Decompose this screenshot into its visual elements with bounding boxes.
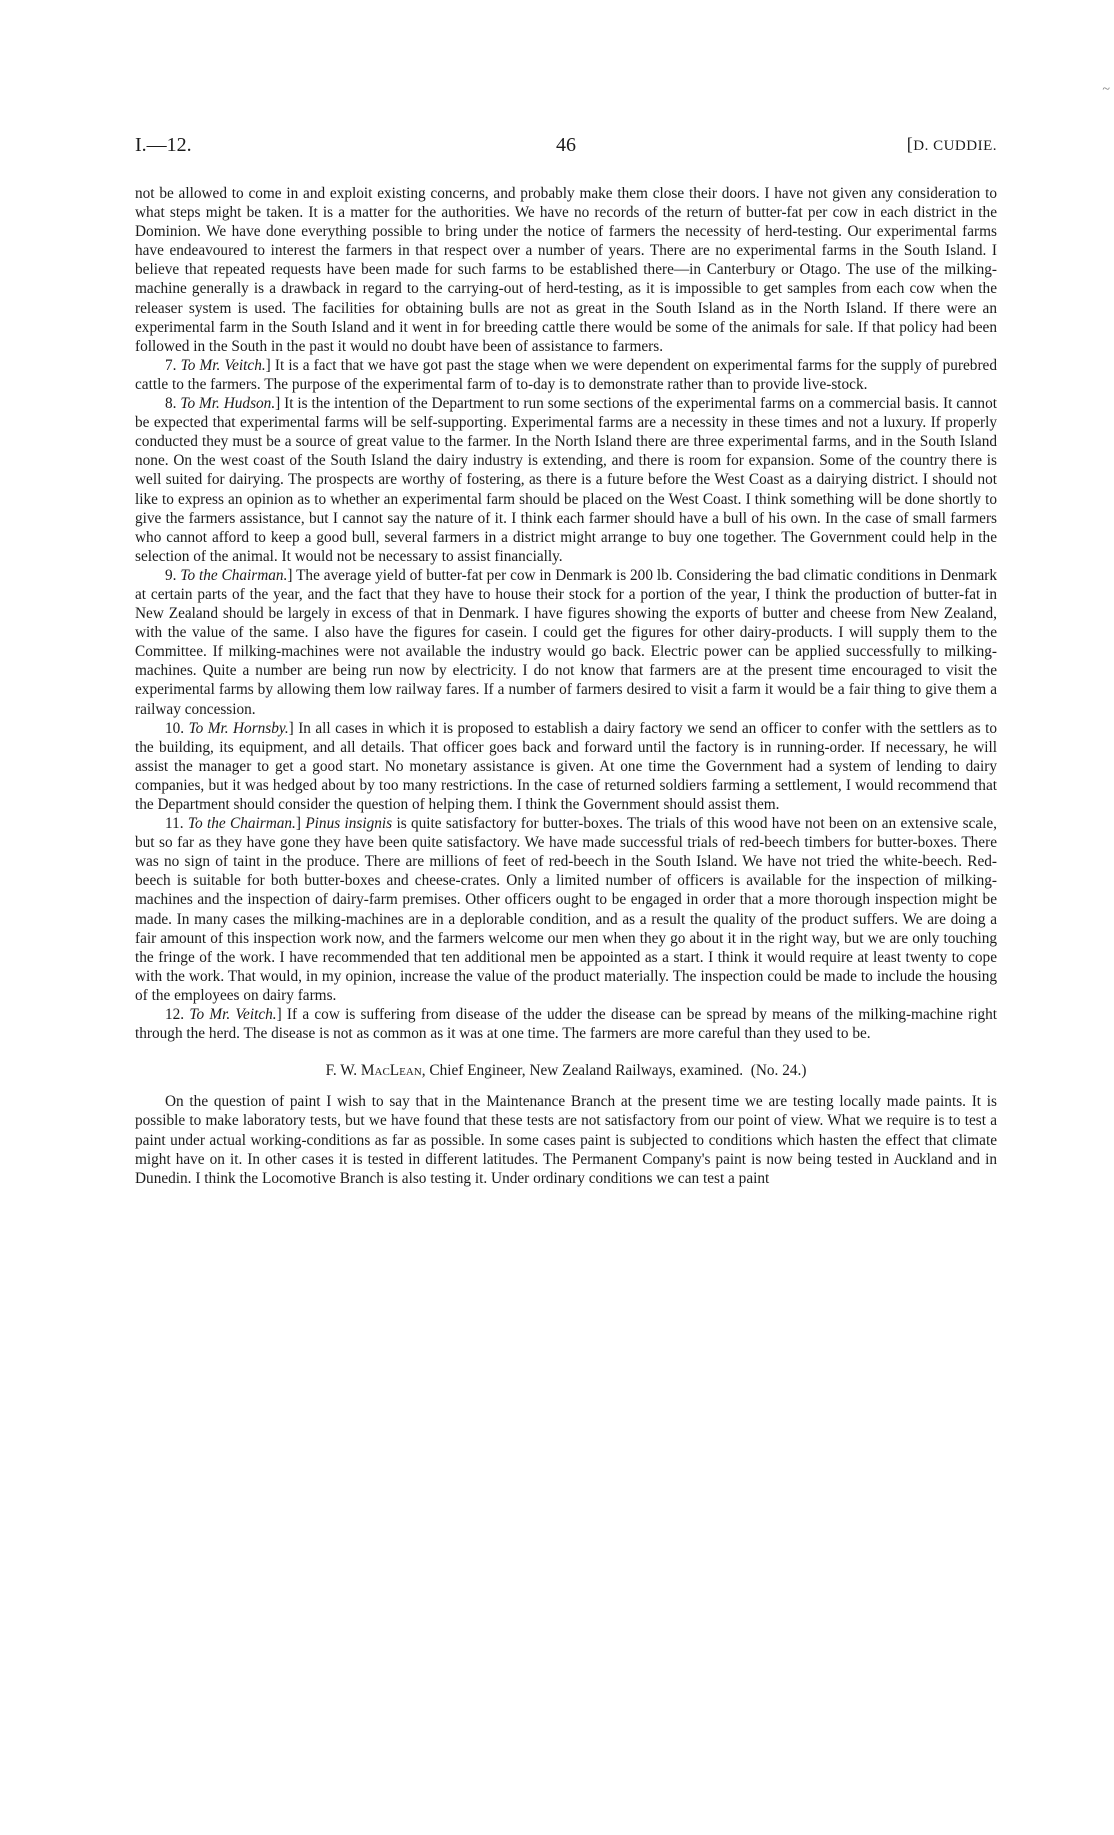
paragraph-text: ] It is the intention of the Department to run some sections of the experimental farms on a commercial basis. It cannot be expected that experimental farms will be self-supporting. Experimental farms are a necessity in these times and not a luxury. If properly conducted they must be a source of great value to the farmer. In the North Island there are three experimental farms, and in the South Island none. On the west coast of the South Island the dairy industry is extending, and there is room for expansion. Some of the country there is well suited for dairying. The prospects are worthy of fostering, as there is a future before the West Coast as a dairying district. I should not like to express an opinion as to whether an experimental farm should be placed on the West Coast. I think something will be done shortly to give the farmers assistance, but I cannot say the nature of it. I think each farmer should have a bull of his own. In the case of small farmers who cannot afford to keep a good bull, several farmers in a district might arrange to buy one together. The Government could help in the selection of the animal. It would not be necessary to assist financially. bbox=[135, 395, 997, 565]
paragraph-number: 8. bbox=[165, 395, 177, 413]
witness-name: D. CUDDIE. bbox=[913, 138, 997, 154]
section-heading bbox=[135, 1061, 997, 1080]
paragraph-number: 7. bbox=[165, 356, 177, 374]
paragraph-7 bbox=[135, 356, 997, 394]
addressee: To Mr. Hornsby. bbox=[188, 719, 289, 737]
paragraph-paint: On the question of paint I wish to say that in the Maintenance Branch at the present time we are testing locally made paints. It is possible to make laboratory tests, but we have found that these tests are not satisfactory from our point of view. What we require is to test a paint under actual working-conditions as far as possible. In some cases paint is subjected to conditions which hasten the effect that climate might have on it. In other cases it is tested in different latitudes. The Permanent Company's paint is now being tested in Auckland and in Dunedin. I think the Locomotive Branch is also testing it. Under ordinary conditions we can test a paint bbox=[135, 1093, 997, 1187]
body-text-2 bbox=[135, 1092, 997, 1187]
addressee: To Mr. Veitch. bbox=[180, 356, 266, 374]
paragraph-text: ] It is a fact that we have got past the stage when we were dependent on experimental farms for the supply of purebred cattle to the farmers. The purpose of the experimental farm of to-day is to demonstrate rather than to provide live-stock. bbox=[135, 356, 997, 393]
paragraph-text: is quite satisfactory for butter-boxes. The trials of this wood have not been on an extensive scale, but so far as they have gone they have been quite satisfactory. We have made successful trials of red-beech timbers for butter-boxes. There was no sign of taint in the produce. There are millions of feet of red-beech in the South Island. We have not tried the white-beech. Red-beech is suitable for both butter-boxes and cheese-crates. Only a limited number of officers is available for the inspection of milking-machines and the inspection of dairy-farm premises. Other officers ought to be engaged in order that a more thorough inspection might be made. In many cases the milking-machines are in a deplorable condition, and as a result the quality of the product suffers. We are doing a fair amount of this inspection work now, and the farmers welcome our men when they go about it in the right way, but we are only touching the fringe of the work. I have recommended that ten additional men be appointed as a start. I think it would require at least twenty to cope with the work. That would, in my opinion, increase the value of the product materially. The inspection could be made to include the housing of the employees on dairy farms. bbox=[135, 815, 998, 1004]
paragraph-12 bbox=[135, 1005, 997, 1043]
species-name: Pinus insignis bbox=[305, 815, 393, 833]
paragraph-9 bbox=[135, 566, 997, 719]
paragraph-continued: not be allowed to come in and exploit existing concerns, and probably make them close their doors. I have not given any consideration to what steps might be taken. It is a matter for the authorities. We have no records of the return of butter-fat per cow in each district in the Dominion. We have done everything possible to bring under the notice of farmers the necessity of herd-testing. Our experimental farms have endeavoured to interest the farmers in that respect over a number of years. There are no experimental farms in the South Island. I believe that repeated requests have been made for such farms to be established there—in Canterbury or Otago. The use of the milking-machine generally is a drawback in regard to the carrying-out of herd-testing, as it is impossible to get samples from each cow when the releaser system is used. The facilities for obtaining bulls are not as great in the South Island as in the North Island. If there were an experimental farm in the South Island and it went in for breeding cattle there would be some of the animals for sale. If that policy had been followed in the South in the past it would no doubt have been of assistance to farmers. bbox=[135, 185, 997, 355]
addressee: To the Chairman. bbox=[180, 566, 288, 584]
paragraph-8 bbox=[135, 394, 997, 566]
paragraph-text: ] The average yield of butter-fat per cow in Denmark is 200 lb. Considering the bad climatic conditions in Denmark at certain parts of the year, and the fact that they have to house their stock for a portion of the year, I think the production of butter-fat in New Zealand should be largely in excess of that in Denmark. I have figures showing the exports of butter and cheese from New Zealand, with the value of the same. I also have the figures for casein. I could get the figures for other dairy-products. I will supply them to the Committee. If milking-machines were not available the industry would go back. Electric power can be applied successfully to milking-machines. Quite a number are being run now by electricity. I do not know that farmers are at the present time encouraged to visit the experimental farms by allowing them low railway fares. If a number of farmers desired to visit a farm it would be a fair thing to give them a railway concession. bbox=[135, 566, 997, 718]
addressee: To the Chairman. bbox=[187, 815, 296, 833]
document-reference: I.—12. bbox=[135, 134, 192, 156]
paragraph-text: ] In all cases in which it is proposed to establish a dairy factory we send an officer to confer with the settlers as to the building, its equipment, and all details. That officer goes back and forward until the factory is in running-order. If necessary, he will assist the manager to get a good start. No monetary assistance is given. At one time the Government had a system of lending to dairy companies, but it was hedged about by too many restrictions. In the case of returned soldiers farming a settlement, I would recommend that the Department should consider the question of helping them. I think the Government should assist them. bbox=[135, 719, 997, 813]
paragraph-number: 12. bbox=[165, 1006, 185, 1024]
witness-title: , Chief Engineer, New Zealand Railways, examined. bbox=[421, 1062, 744, 1080]
paragraph-11: 11. To the Chairman.] Pinus insignis is quite satisfactory for butter-boxes. The trials of this wood have not been on an extensive scale, but so far as they have gone they have been quite satisfactory. We have made successful trials of red-beech timbers for butter-boxes. There was no sign of taint in the produce. There are millions of feet of red-beech in the South Island. We have not tried the white-beech. Red-beech is suitable for both butter-boxes and cheese-crates. Only a limited number of officers is available for the inspection of milking-machines and the inspection of dairy-farm premises. Other officers ought to be engaged in order that a more thorough inspection might be made. In many cases the milking-machines are in a deplorable condition, and as a result the quality of the product suffers. We are doing a fair amount of this inspection work now, and the farmers welcome our men when they go about it in the right way, but we are only touching the fringe of the work. I have recommended that ten additional men be appointed as a start. I think it would require at least twenty to cope with the work. That would, in my opinion, increase the value of the product materially. The inspection could be made to include the housing of the employees on dairy farms. bbox=[135, 815, 998, 1004]
addressee: To Mr. Hudson. bbox=[180, 395, 276, 413]
margin-mark: ~ bbox=[1102, 82, 1110, 97]
header-bracket: [ bbox=[906, 134, 914, 154]
addressee: To Mr. Veitch. bbox=[189, 1006, 277, 1024]
page-header bbox=[135, 134, 997, 170]
document-page bbox=[135, 134, 997, 1188]
body-text bbox=[135, 184, 997, 1043]
paragraph-10 bbox=[135, 719, 997, 814]
witness-name-header bbox=[907, 134, 997, 155]
paragraph-text: ] If a cow is suffering from disease of the udder the disease can be spread by means of the milking-machine right through the herd. The disease is not as common as it was at one time. The farmers are more careful than they used to be. bbox=[135, 1006, 997, 1043]
paragraph-number: 11. bbox=[165, 815, 184, 833]
witness-full-name: F. W. MacLean bbox=[325, 1062, 422, 1080]
evidence-number: (No. 24.) bbox=[750, 1062, 807, 1080]
paragraph-number: 9. bbox=[165, 566, 177, 584]
page-number: 46 bbox=[556, 134, 576, 156]
paragraph-number: 10. bbox=[165, 719, 185, 737]
